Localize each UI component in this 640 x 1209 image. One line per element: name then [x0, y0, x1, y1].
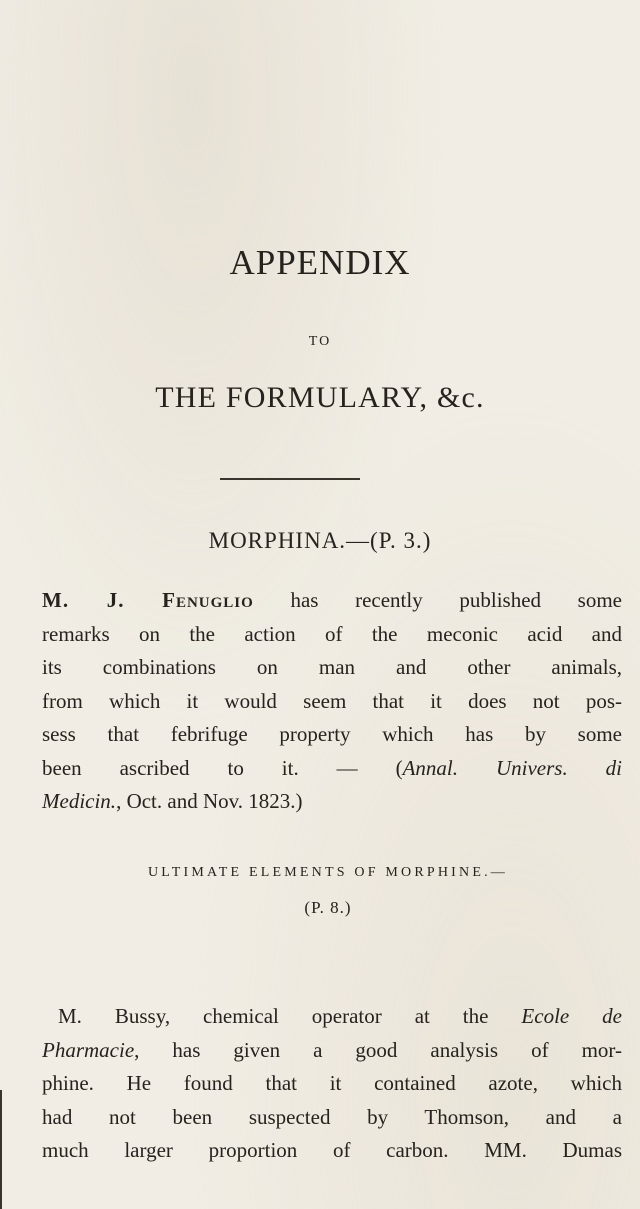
appendix-title: APPENDIX [229, 243, 411, 282]
ultimate-elements-heading: ULTIMATE ELEMENTS OF MORPHINE.— [147, 865, 509, 880]
paragraph-line: been ascribed to it. — (Annal. Univers. di [42, 755, 622, 780]
paragraph-line: from which it would seem that it does not pos- [42, 688, 622, 713]
paragraph-line: much larger proportion of carbon. MM. Dumas [42, 1138, 622, 1162]
paragraph-line: M. Bussy, chemical operator at the Ecole de [58, 1004, 622, 1028]
paragraph-line: Pharmacie, has given a good analysis of mor- [42, 1037, 622, 1062]
to-line: TO [308, 334, 332, 349]
paragraph-line: Medicin., Oct. and Nov. 1823.) [42, 789, 303, 813]
section-rule [220, 478, 360, 480]
paragraph-line: its combinations on man and other animals, [42, 655, 622, 679]
citation-italic: Annal. Univers. di [402, 755, 622, 780]
citation-italic-end: Medicin. [42, 789, 117, 813]
paragraph-line: phine. He found that it contained azote, which [42, 1071, 622, 1095]
ecole-italic: Ecole de [521, 1004, 622, 1028]
paragraph-line: had not been suspected by Thomson, and a [42, 1104, 622, 1129]
ultimate-page-ref: (P. 8.) [304, 898, 352, 917]
author-name: M. J. Fenuglio [42, 588, 254, 612]
formulary-title: THE FORMULARY, &c. [155, 381, 485, 414]
morphina-heading: MORPHINA.—(P. 3.) [208, 528, 432, 553]
paragraph-line: remarks on the action of the meconic acid and [42, 621, 622, 646]
page-binding-edge [0, 1090, 2, 1209]
pharmacie-italic: Pharmacie [42, 1037, 135, 1062]
paragraph-line: sess that febrifuge property which has by some [42, 722, 622, 746]
ultimate-paragraph [42, 1000, 622, 1168]
paragraph-line: M. J. Fenuglio has recently published some [42, 588, 622, 612]
morphina-paragraph [42, 584, 622, 819]
